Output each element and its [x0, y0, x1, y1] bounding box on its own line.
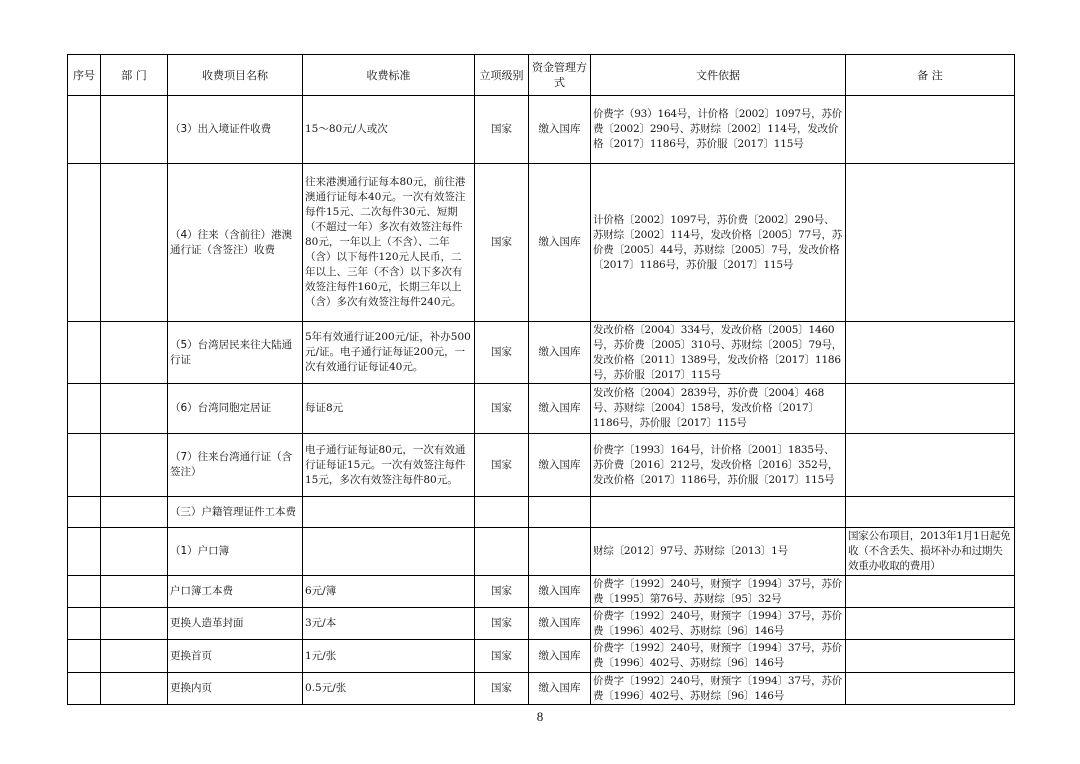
cell-item: （7）往来台湾通行证（含签注） — [168, 434, 303, 497]
header-standard: 收费标准 — [303, 55, 475, 96]
cell-no — [68, 384, 101, 434]
cell-remark — [846, 608, 1015, 640]
cell-fund: 缴入国库 — [529, 322, 591, 384]
cell-item: 更换首页 — [168, 640, 303, 673]
cell-standard — [303, 497, 475, 528]
cell-remark — [846, 96, 1015, 164]
cell-standard — [303, 528, 475, 576]
cell-standard: 每证8元 — [303, 384, 475, 434]
cell-dept — [101, 640, 168, 673]
header-row — [68, 55, 1015, 96]
cell-standard: 电子通行证每证80元，一次有效通行证每证15元。一次有效签注每件15元，多次有效签注每件80元。 — [303, 434, 475, 497]
table-row — [68, 434, 1015, 497]
fee-table — [67, 54, 1015, 705]
cell-no — [68, 640, 101, 673]
cell-remark — [846, 384, 1015, 434]
cell-fund: 缴入国库 — [529, 96, 591, 164]
cell-level: 国家 — [475, 576, 529, 608]
cell-dept — [101, 608, 168, 640]
cell-dept — [101, 528, 168, 576]
cell-level — [475, 528, 529, 576]
cell-no — [68, 434, 101, 497]
cell-item: 更换人造革封面 — [168, 608, 303, 640]
cell-level: 国家 — [475, 608, 529, 640]
table-row — [68, 576, 1015, 608]
cell-basis: 财综〔2012〕97号、苏财综〔2013〕1号 — [591, 528, 846, 576]
cell-remark — [846, 434, 1015, 497]
cell-standard: 6元/簿 — [303, 576, 475, 608]
table-row — [68, 608, 1015, 640]
cell-standard: 5年有效通行证200元/证，补办500元/证。电子通行证每证200元，一次有效通行证每证40元。 — [303, 322, 475, 384]
cell-no — [68, 528, 101, 576]
cell-no — [68, 96, 101, 164]
cell-fund: 缴入国库 — [529, 576, 591, 608]
cell-level: 国家 — [475, 96, 529, 164]
cell-no — [68, 576, 101, 608]
cell-basis: 价费字（93）164号，计价格〔2002〕1097号，苏价费〔2002〕290号、苏财综〔2002〕114号，发改价格〔2017〕1186号，苏价服〔2017〕115号 — [591, 96, 846, 164]
table-row — [68, 640, 1015, 673]
header-dept: 部 门 — [101, 55, 168, 96]
cell-fund: 缴入国库 — [529, 384, 591, 434]
cell-dept — [101, 434, 168, 497]
cell-item: （3）出入境证件收费 — [168, 96, 303, 164]
table-row — [68, 322, 1015, 384]
cell-level: 国家 — [475, 384, 529, 434]
page-number: 8 — [536, 709, 544, 724]
cell-no — [68, 164, 101, 322]
cell-dept — [101, 497, 168, 528]
cell-remark — [846, 164, 1015, 322]
cell-basis: 价费字〔1992〕240号，财预字〔1994〕37号，苏价费〔1996〕402号、苏财综〔96〕146号 — [591, 673, 846, 705]
cell-dept — [101, 673, 168, 705]
cell-item: （三）户籍管理证件工本费 — [168, 497, 303, 528]
table-row — [68, 528, 1015, 576]
cell-fund: 缴入国库 — [529, 640, 591, 673]
header-basis: 文件依据 — [591, 55, 846, 96]
cell-remark — [846, 576, 1015, 608]
cell-remark — [846, 640, 1015, 673]
cell-fund: 缴入国库 — [529, 608, 591, 640]
cell-level — [475, 497, 529, 528]
cell-no — [68, 608, 101, 640]
cell-standard: 1元/张 — [303, 640, 475, 673]
cell-fund: 缴入国库 — [529, 673, 591, 705]
cell-fund — [529, 528, 591, 576]
cell-basis: 价费字〔1993〕164号，计价格〔2001〕1835号、苏价费〔2016〕212号，发改价格〔2016〕352号，发改价格〔2017〕1186号，苏价服〔2017〕115号 — [591, 434, 846, 497]
cell-basis: 价费字〔1992〕240号，财预字〔1994〕37号，苏价费〔1995〕第76号、苏财综〔95〕32号 — [591, 576, 846, 608]
header-level: 立项级别 — [475, 55, 529, 96]
cell-fund: 缴入国库 — [529, 434, 591, 497]
header-no: 序号 — [68, 55, 101, 96]
table-row — [68, 384, 1015, 434]
cell-dept — [101, 576, 168, 608]
cell-basis: 发改价格〔2004〕334号，发改价格〔2005〕1460号，苏价费〔2005〕310号、苏财综〔2005〕79号，发改价格〔2011〕1389号，发改价格〔2017〕1186号，苏价服〔2017〕115号 — [591, 322, 846, 384]
cell-no — [68, 322, 101, 384]
cell-standard: 往来港澳通行证每本80元，前往港澳通行证每本40元。一次有效签注每件15元、二次每件30元、短期（不超过一年）多次有效签注每件80元，一年以上（不含）、二年（含）以下每件120元人民币，二年以上、三年（不含）以下多次有效签注每件160元，长期三年以上（含）多次有效签注每件240元。 — [303, 164, 475, 322]
cell-basis: 价费字〔1992〕240号，财预字〔1994〕37号，苏价费〔1996〕402号、苏财综〔96〕146号 — [591, 640, 846, 673]
cell-dept — [101, 384, 168, 434]
cell-basis: 计价格〔2002〕1097号，苏价费〔2002〕290号、苏财综〔2002〕114号，发改价格〔2005〕77号，苏价费〔2005〕44号，苏财综〔2005〕7号，发改价格〔2017〕1186号，苏价服〔2017〕115号 — [591, 164, 846, 322]
cell-remark — [846, 322, 1015, 384]
cell-basis: 发改价格〔2004〕2839号，苏价费〔2004〕468号、苏财综〔2004〕158号，发改价格〔2017〕1186号，苏价服〔2017〕115号 — [591, 384, 846, 434]
header-item: 收费项目名称 — [168, 55, 303, 96]
cell-level: 国家 — [475, 164, 529, 322]
cell-no — [68, 673, 101, 705]
table-row — [68, 673, 1015, 705]
cell-item: （4）往来（含前往）港澳通行证（含签注）收费 — [168, 164, 303, 322]
cell-item: （6）台湾同胞定居证 — [168, 384, 303, 434]
cell-level: 国家 — [475, 322, 529, 384]
table-row — [68, 497, 1015, 528]
cell-fund — [529, 497, 591, 528]
cell-dept — [101, 164, 168, 322]
cell-remark — [846, 673, 1015, 705]
cell-fund: 缴入国库 — [529, 164, 591, 322]
header-fund: 资金管理方式 — [529, 55, 591, 96]
cell-level: 国家 — [475, 434, 529, 497]
cell-standard: 15～80元/人或次 — [303, 96, 475, 164]
cell-item: （5）台湾居民来往大陆通行证 — [168, 322, 303, 384]
cell-no — [68, 497, 101, 528]
cell-basis — [591, 497, 846, 528]
cell-dept — [101, 322, 168, 384]
cell-level: 国家 — [475, 673, 529, 705]
cell-standard: 0.5元/张 — [303, 673, 475, 705]
cell-remark: 国家公布项目，2013年1月1日起免收（不含丢失、损坏补办和过期失效重办收取的费用） — [846, 528, 1015, 576]
cell-item: 户口簿工本费 — [168, 576, 303, 608]
cell-dept — [101, 96, 168, 164]
cell-standard: 3元/本 — [303, 608, 475, 640]
cell-basis: 价费字〔1992〕240号，财预字〔1994〕37号，苏价费〔1996〕402号、苏财综〔96〕146号 — [591, 608, 846, 640]
cell-item: 更换内页 — [168, 673, 303, 705]
table-row — [68, 164, 1015, 322]
header-remark: 备 注 — [846, 55, 1015, 96]
cell-item: （1）户口簿 — [168, 528, 303, 576]
cell-level: 国家 — [475, 640, 529, 673]
table-row — [68, 96, 1015, 164]
cell-remark — [846, 497, 1015, 528]
